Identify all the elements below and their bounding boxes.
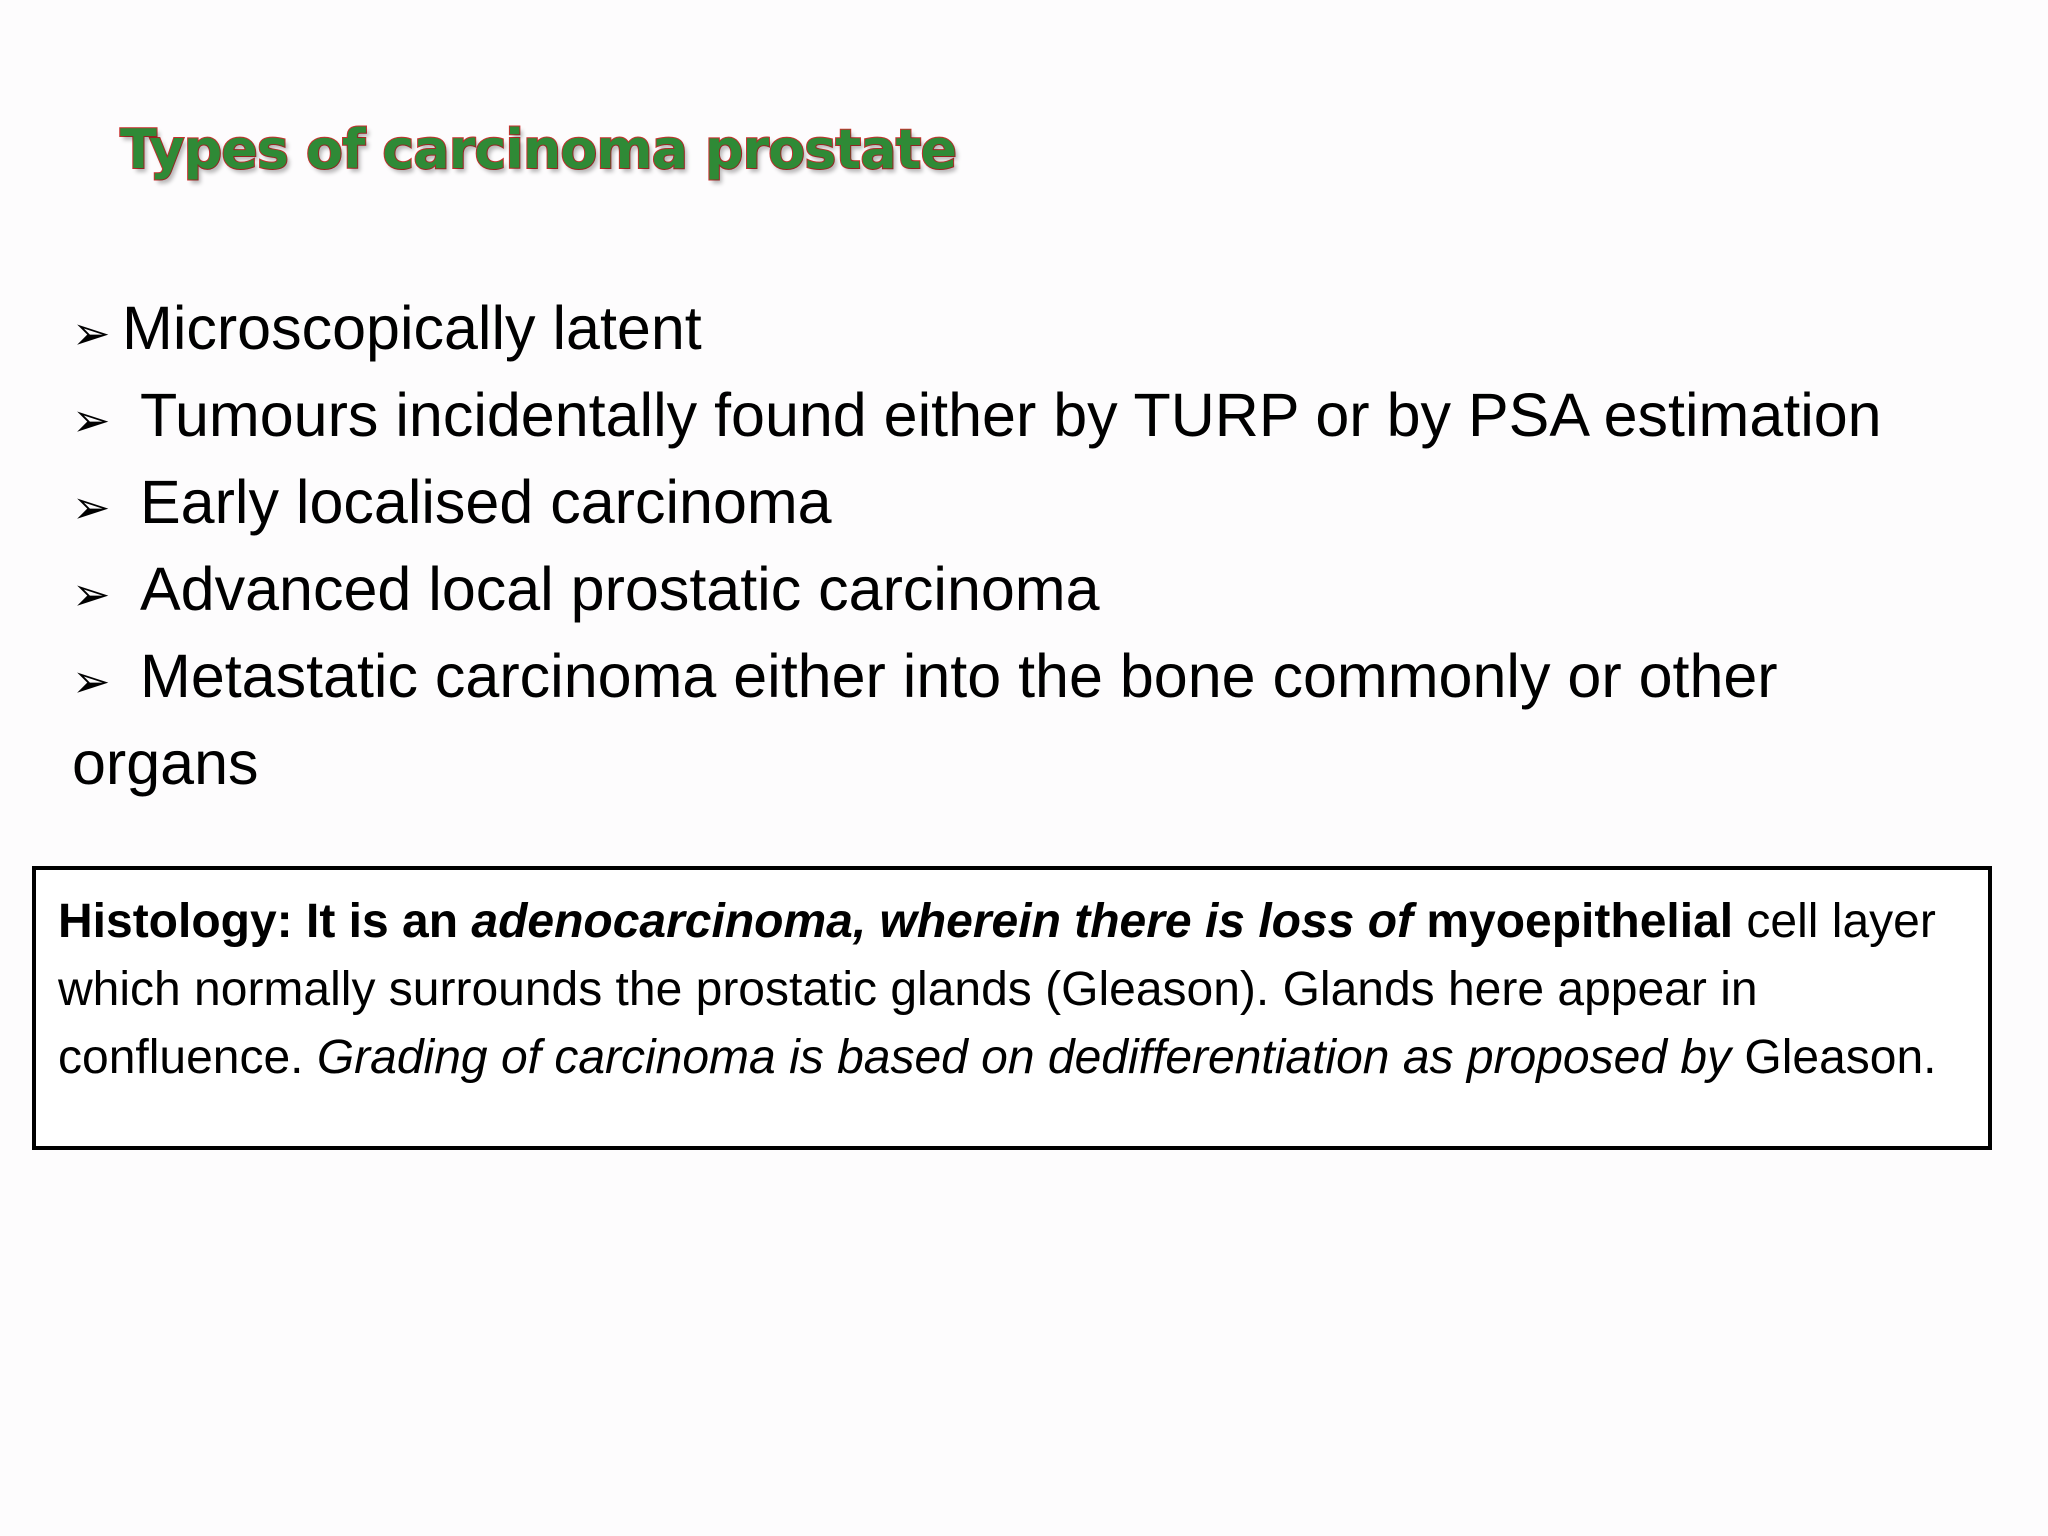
list-item [72,374,1992,461]
histology-box [32,866,1992,1150]
arrow-bullet-icon: ➢ [72,306,111,360]
list-item-text: Tumours incidentally found either by TURP or by PSA estimation [140,381,1882,449]
carcinoma-types-list [72,287,1992,804]
adenocarcinoma-phrase: adenocarcinoma, wherein there is loss of [471,895,1413,948]
list-item [72,548,1992,635]
myoepithelial-term: myoepithelial [1426,895,1734,948]
histology-text [58,888,1966,1092]
arrow-bullet-icon: ➢ [72,567,111,621]
list-item [72,635,1992,722]
histology-label: Histology: It is an [58,895,472,948]
list-item-text: Microscopically latent [122,294,702,362]
list-item-text: Advanced local prostatic carcinoma [140,555,1100,623]
list-item-text: Early localised carcinoma [140,468,832,536]
cell-layer-text: cell layer which normally surrounds the prostatic glands (Gleason). Glands here appear in confluence. [58,895,1936,1084]
list-item-continuation [72,722,1992,804]
gleason-end-text: Gleason. [1731,1031,1937,1084]
arrow-bullet-icon: ➢ [72,480,111,534]
grading-text: Grading of carcinoma is based on dedifferentiation as proposed by [316,1031,1732,1084]
list-item [72,287,1992,374]
list-item-text: organs [72,729,259,797]
list-item [72,461,1992,548]
space [1413,895,1426,948]
arrow-bullet-icon: ➢ [72,654,111,708]
slide-title: Types of carcinoma prostate [120,118,957,181]
list-item-text: Metastatic carcinoma either into the bone commonly or other [140,642,1778,710]
arrow-bullet-icon: ➢ [72,393,111,447]
